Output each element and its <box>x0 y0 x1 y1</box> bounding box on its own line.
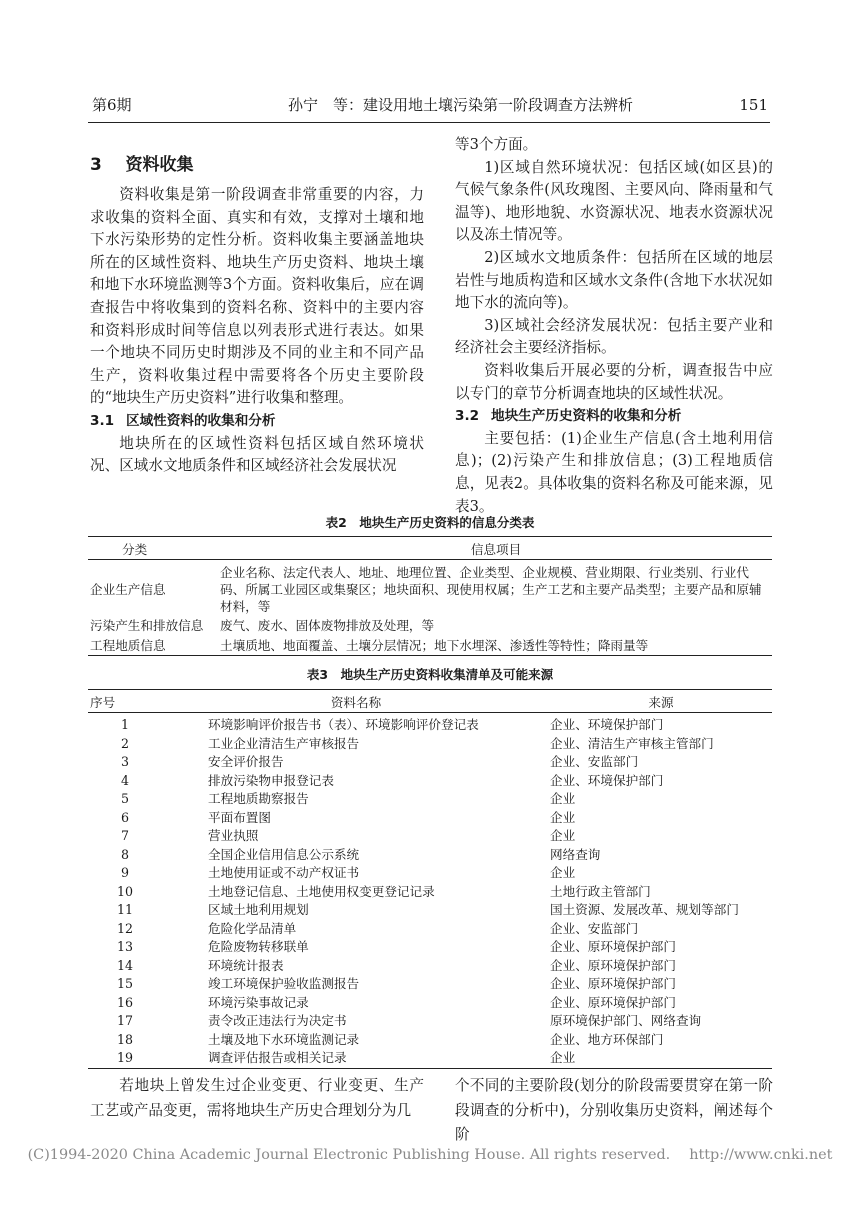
table-3 <box>88 689 772 1069</box>
document-name: 土地登记信息、土地使用权变更登记记录 <box>208 883 435 899</box>
running-header <box>92 93 768 117</box>
table-row <box>88 753 772 772</box>
table-3-header-name: 资料名称 <box>162 690 550 713</box>
document-source: 企业 <box>550 791 576 806</box>
document-source: 企业、原环境保护部门 <box>550 957 676 973</box>
table-row <box>88 635 772 656</box>
table-row <box>88 864 772 883</box>
running-title: 孙宁 等：建设用地土壤污染第一阶段调查方法辨析 <box>288 96 634 114</box>
table-2-info: 企业名称、法定代表人、地址、地理位置、企业类型、企业规模、营业期限、行业类别、行业代码、所属工业园区或集聚区；地块面积、现使用权属；生产工艺和主要产品类型；主要产品和原辅材料，等 <box>220 565 762 614</box>
document-name: 责令改正违法行为决定书 <box>208 1013 347 1028</box>
document-source: 企业、原环境保护部门 <box>550 976 676 991</box>
document-source: 企业 <box>550 809 576 825</box>
table-row <box>88 1049 772 1068</box>
document-source: 企业、清洁生产审核主管部门 <box>550 735 714 751</box>
document-source: 企业、安监部门 <box>550 920 639 936</box>
table-row <box>88 846 772 865</box>
document-source: 企业、安监部门 <box>550 754 639 769</box>
document-source: 企业、原环境保护部门 <box>550 994 676 1010</box>
section-3-title: 资料收集 <box>125 155 194 175</box>
table-row <box>88 883 772 902</box>
row-number: 6 <box>120 809 129 825</box>
section-3-1-paragraph: 地块所在的区域性资料包括区域自然环境状况、区域水文地质条件和区域经济社会发展状况 <box>90 434 424 475</box>
table-2-header-info: 信息项目 <box>220 537 772 560</box>
row-number: 15 <box>116 976 134 991</box>
table-row <box>88 938 772 957</box>
table-2-info: 废气、废水、固体废物排放及处理，等 <box>220 617 435 633</box>
section-3-1-title: 区域性资料的收集和分析 <box>126 412 276 429</box>
section-3-2-heading <box>455 405 773 428</box>
document-source: 企业、环境保护部门 <box>550 772 664 788</box>
table-row <box>88 772 772 791</box>
document-name: 区域土地利用规划 <box>208 902 309 917</box>
table-row <box>88 901 772 920</box>
region-item-1: 1)区域自然环境状况：包括区域(如区县)的气候气象条件(风玫瑰图、主要风向、降雨量和气温等)、地形地貌、水资源状况、地表水资源状况以及冻土情况等。 <box>455 158 773 244</box>
section-3-number: 3 <box>90 155 102 175</box>
bottom-right-text <box>455 1074 773 1148</box>
document-source: 企业 <box>550 1050 576 1065</box>
row-number: 5 <box>120 791 129 806</box>
section-3-2-number: 3.2 <box>455 408 480 425</box>
table-row <box>88 1012 772 1031</box>
region-item-3: 3)区域社会经济发展状况：包括主要产业和经济社会主要经济指标。 <box>455 316 773 357</box>
table-row <box>88 735 772 754</box>
row-number: 1 <box>120 717 129 732</box>
region-item-2: 2)区域水文地质条件：包括所在区域的地层岩性与地质构造和区域水文条件(含地下水状况如地下水的流向等)。 <box>455 248 773 312</box>
document-source: 企业、地方环保部门 <box>550 1031 664 1047</box>
section-3-2-title: 地块生产历史资料的收集和分析 <box>491 408 682 425</box>
document-name: 平面布置图 <box>208 809 271 825</box>
document-name: 环境污染事故记录 <box>208 994 309 1010</box>
document-name: 土壤及地下水环境监测记录 <box>208 1031 360 1047</box>
document-source: 网络查询 <box>550 846 601 862</box>
table-2-category: 工程地质信息 <box>90 637 166 653</box>
table-row <box>88 827 772 846</box>
table-2-header-category: 分类 <box>88 537 220 560</box>
table-2-category: 污染产生和排放信息 <box>90 617 204 633</box>
section-3-2-paragraph: 主要包括：(1)企业生产信息(含土地利用信息)；(2)污染产生和排放信息；(3)工程地质信息，见表2。具体收集的资料名称及可能来源，见表3。 <box>455 429 773 515</box>
table-row <box>88 994 772 1013</box>
document-name: 工业企业清洁生产审核报告 <box>208 735 360 751</box>
page-number: 151 <box>739 96 768 114</box>
table-row <box>88 957 772 976</box>
table-2-info: 土壤质地、地面覆盖、土壤分层情况；地下水埋深、渗透性等特性；降雨量等 <box>220 637 649 653</box>
left-column <box>90 136 424 478</box>
table-row <box>88 713 772 735</box>
bottom-left-paragraph: 若地块上曾发生过企业变更、行业变更、生产工艺或产品变更，需将地块生产历史合理划分为几 <box>90 1077 424 1119</box>
table-3-header-no: 序号 <box>88 690 162 713</box>
document-source: 土地行政主管部门 <box>550 883 651 899</box>
row-number: 7 <box>120 828 129 843</box>
table-3-header-row <box>88 690 772 713</box>
table-2 <box>88 536 772 656</box>
section-3-1-number: 3.1 <box>90 412 115 429</box>
table-row <box>88 790 772 809</box>
bottom-right-paragraph: 个不同的主要阶段(划分的阶段需要贯穿在第一阶段调查的分析中)，分别收集历史资料，阐述每个阶 <box>455 1077 773 1144</box>
table-row <box>88 1031 772 1050</box>
table-row <box>88 560 772 616</box>
row-number: 3 <box>120 754 129 769</box>
table-3-header-source: 来源 <box>550 690 772 713</box>
row-number: 8 <box>120 846 129 862</box>
document-source: 企业 <box>550 828 576 843</box>
row-number: 4 <box>120 772 129 788</box>
issue-label: 第6期 <box>92 96 132 114</box>
row-number: 10 <box>116 883 134 899</box>
row-number: 11 <box>116 902 134 917</box>
row-number: 14 <box>116 957 134 973</box>
row-number: 12 <box>116 920 134 936</box>
section-3-1-heading <box>90 410 424 433</box>
document-name: 危险废物转移联单 <box>208 939 309 954</box>
document-name: 竣工环境保护验收监测报告 <box>208 976 360 991</box>
row-number: 2 <box>120 735 129 751</box>
table-3-caption: 表3 地块生产历史资料收集清单及可能来源 <box>306 667 554 682</box>
row-number: 9 <box>120 865 129 880</box>
document-source: 企业 <box>550 865 576 880</box>
row-number: 13 <box>116 939 134 954</box>
section-3-heading <box>90 152 424 178</box>
document-name: 排放污染物申报登记表 <box>208 772 334 788</box>
document-name: 环境统计报表 <box>208 957 284 973</box>
row-number: 16 <box>116 994 134 1010</box>
document-name: 全国企业信用信息公示系统 <box>208 846 360 862</box>
document-source: 国土资源、发展改革、规划等部门 <box>550 902 739 917</box>
table-row <box>88 920 772 939</box>
document-name: 环境影响评价报告书（表）、环境影响评价登记表 <box>208 717 479 732</box>
section-3-1-conclusion: 资料收集后开展必要的分析，调查报告中应以专门的章节分析调查地块的区域性状况。 <box>455 361 773 402</box>
document-name: 土地使用证或不动产权证书 <box>208 865 360 880</box>
document-name: 调查评估报告或相关记录 <box>208 1050 347 1065</box>
section-3-paragraph: 资料收集是第一阶段调查非常重要的内容，力求收集的资料全面、真实和有效，支撑对土壤和地下水污染形势的定性分析。资料收集主要涵盖地块所在的区域性资料、地块生产历史资料、地块土壤和地下水环境监测等3个方面。资料收集后，应在调查报告中将收集到的资料名称、资料中的主要内容和资料形成时间等信息以列表形式进行表达。如果一个地块不同历史时期涉及不同的业主和不同产品生产，资料收集过程中需要将各个历史主要阶段的“地块生产历史资料”进行收集和整理。 <box>90 186 424 407</box>
document-name: 工程地质勘察报告 <box>208 791 309 806</box>
document-source: 企业、原环境保护部门 <box>550 939 676 954</box>
document-name: 安全评价报告 <box>208 754 284 769</box>
copyright-footer: (C)1994-2020 China Academic Journal Electronic Publishing House. All rights reserved. http://www.cnki.net <box>27 1147 833 1163</box>
table-2-header-row <box>88 537 772 560</box>
document-source: 企业、环境保护部门 <box>550 717 664 732</box>
right-column <box>455 134 773 518</box>
row-number: 18 <box>116 1031 134 1047</box>
document-source: 原环境保护部门、网络查询 <box>550 1013 702 1028</box>
table-row <box>88 615 772 635</box>
row-number: 17 <box>116 1013 134 1028</box>
section-3-1-paragraph-continued: 等3个方面。 <box>455 136 538 153</box>
bottom-left-text <box>90 1074 424 1123</box>
table-2-caption: 表2 地块生产历史资料的信息分类表 <box>325 515 535 530</box>
document-name: 危险化学品清单 <box>208 920 297 936</box>
table-2-category: 企业生产信息 <box>90 582 166 597</box>
header-rule <box>88 122 770 123</box>
table-row <box>88 809 772 828</box>
document-name: 营业执照 <box>208 828 259 843</box>
row-number: 19 <box>116 1050 134 1065</box>
table-row <box>88 975 772 994</box>
